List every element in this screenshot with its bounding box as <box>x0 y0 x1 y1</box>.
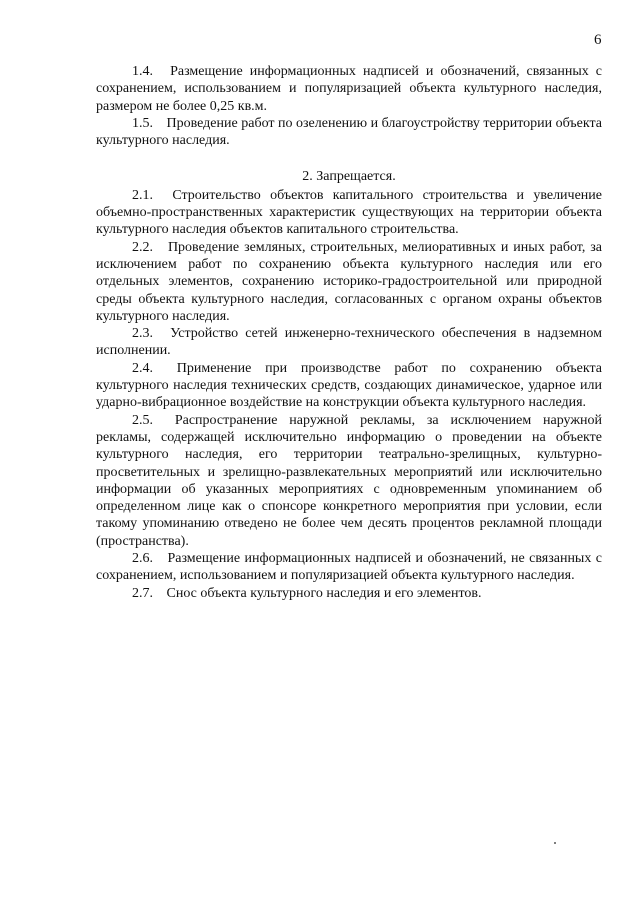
item-number: 1.5. <box>132 115 153 131</box>
item-number: 2.2. <box>132 239 153 255</box>
list-item-2-4 <box>96 360 602 412</box>
list-item-1-5 <box>96 115 602 150</box>
item-number: 2.3. <box>132 326 153 342</box>
page-number: 6 <box>594 32 602 48</box>
list-item-2-5 <box>96 412 602 550</box>
list-item-2-6 <box>96 550 602 585</box>
item-text: Применение при производстве работ по сохранению объекта культурного наследия технических средств, создающих динамическое, ударное или ударно-вибрационное воздействие на конструкции объекта культурного наследия. <box>96 360 603 411</box>
item-text: Снос объекта культурного наследия и его элементов. <box>166 585 482 601</box>
item-text: Размещение информационных надписей и обозначений, не связанных с сохранением, использованием и популяризацией объекта культурного наследия. <box>96 551 603 584</box>
list-item-2-3 <box>96 325 602 360</box>
document-body <box>96 63 602 602</box>
item-number: 2.6. <box>132 551 153 567</box>
item-text: Размещение информационных надписей и обозначений, связанных с сохранением, использованием и популяризацией объекта культурного наследия, размером не более 0,25 кв.м. <box>96 64 603 114</box>
list-item-1-4 <box>96 63 602 115</box>
item-text: Проведение работ по озеленению и благоустройству территории объекта культурного наследия. <box>96 115 603 149</box>
item-number: 2.4. <box>132 360 153 376</box>
item-text: Строительство объектов капитального строительства и увеличение объемно-пространственных характеристик существующих на территории объекта культурного наследия объектов капитального строительства. <box>96 187 603 238</box>
item-number: 2.7. <box>132 585 153 601</box>
list-item-2-7 <box>96 585 602 602</box>
section-heading: 2. Запрещается. <box>302 169 396 185</box>
list-item-2-1 <box>96 187 602 239</box>
item-text: Проведение земляных, строительных, мелиоративных и иных работ, за исключением работ по сохранению объекта культурного наследия или его отдельных элементов, сохранению историко-градостроительной или природной среды объекта культурного наследия, согласованных с органом охраны объектов культурного наследия. <box>96 239 602 324</box>
item-text: Распространение наружной рекламы, за исключением наружной рекламы, содержащей исключительно информацию о проведении на объекте культурного наследия, его территории театрально-зрелищных, культурно-просветительных и зрелищно-развлекательных мероприятий или исключительно информации об указанных мероприятиях с одновременным упоминанием об определенном лице как о спонсоре конкретного мероприятия при условии, если такому упоминанию отведено не более чем десять процентов рекламной площади (пространства). <box>96 412 602 549</box>
list-item-2-2 <box>96 239 602 325</box>
item-text: Устройство сетей инженерно-технического обеспечения в надземном исполнении. <box>96 326 602 359</box>
item-number: 1.4. <box>132 64 153 79</box>
item-number: 2.1. <box>132 187 153 203</box>
item-number: 2.5. <box>132 412 153 428</box>
scan-speck <box>554 842 556 844</box>
